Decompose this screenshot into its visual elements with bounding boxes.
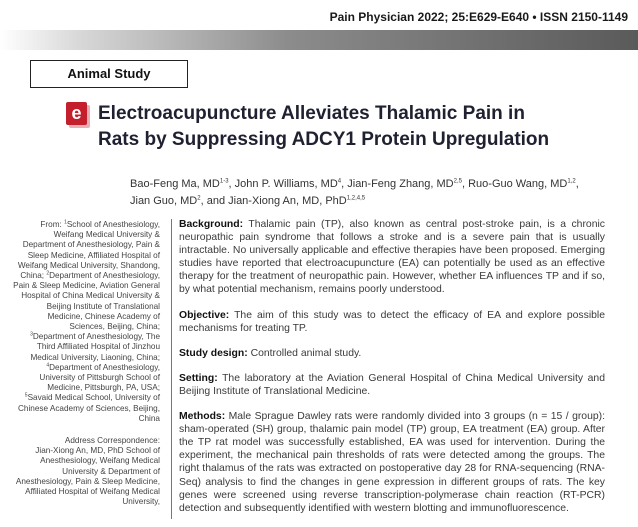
author: Ruo-Guo Wang, MD$^{1,2}$,	[468, 178, 579, 190]
article-title	[98, 101, 628, 153]
author-list	[130, 176, 630, 210]
study-type-label: Animal Study	[30, 60, 188, 88]
author: Bao-Feng Ma, MD$^{1-3}$,	[130, 178, 235, 190]
abstract-setting: Setting: The laboratory at the Aviation General Hospital of China Medical University and Beijing Institute of Translational Medicine.	[179, 372, 605, 397]
abstract-objective: Objective: The aim of this study was to detect the efficacy of EA and explore possible mechanisms for treating TP.	[179, 309, 605, 334]
author: Jian-Feng Zhang, MD$^{2,5}$,	[347, 178, 469, 190]
abstract	[179, 218, 605, 527]
affiliations-column	[10, 220, 160, 507]
address-correspondence-heading: Address Correspondence:	[64, 436, 160, 446]
header-gradient-bar	[0, 30, 638, 50]
author: Jian-Xiong An, MD, PhD$^{1,2,4,5}$	[228, 195, 366, 207]
title-line-2: Rats by Suppressing ADCY1 Protein Upregulation	[98, 129, 550, 150]
title-line-1: Electroacupuncture Alleviates Thalamic Pain in	[98, 103, 525, 124]
column-divider	[171, 219, 172, 519]
address-correspondence-text: Jian-Xiong An, MD, PhD School of Anesthesiology, Weifang Medical University & Department of Anesthesiology, Pain & Sleep Medicine, Affiliated Hospital of Weifang Medical University,	[15, 446, 160, 507]
affiliation-list: From: $^1$School of Anesthesiology, Weifang Medical University & Department of Anesthesiology, Pain & Sleep Medicine, Affiliated Hospital of Weifang Medical University, Shandong, China; $^2$Department of Anesthesiology, Pain & Sleep Medicine, Aviation General Hospital of China Medical University & Beijing Institute of Translational Medicine, Chinese Academy of Sciences, Beijing, China; $^3$Department of Anesthesiology, The Third Affiliated Hospital of Jinzhou Medical University, Liaoning, China; $^4$Department of Anesthesiology, University of Pittsburgh School of Medicine, Pittsburgh, PA, USA; $^5$Savaid Medical School, University of Chinese Academy of Sciences, Beijing, China	[13, 219, 160, 423]
abstract-study-design: Study design: Controlled animal study.	[179, 347, 362, 359]
author: Jian Guo, $MD^2$, and	[130, 195, 229, 207]
abstract-background: Background: Thalamic pain (TP), also known as central post-stroke pain, is a chronic neuropathic pain syndrome that follows a stroke and is a severe pain that is usually intractable. No universally applicable and effective therapies have been proposed. Emerging studies have reported that electroacupuncture (EA) can potentially be used as an effective therapy for the treatment of neuropathic pain. However, whether EA influences TP and if so, by what potential mechanism, remains poorly understood.	[179, 219, 605, 296]
journal-citation: Pain Physician 2022; 25:E629-E640 • ISSN 2150-1149	[329, 10, 628, 24]
abstract-methods: Methods: Male Sprague Dawley rats were randomly divided into 3 groups (n = 15 / group): sham-operated (SH) group, thalamic pain model (TP) group, EA treatment (EA) group. After the TP rat model was successfully established, EA was used for intervention. During the experiment, the mechanical pain thresholds of rats were detected among the groups. The right thalamus of the rats was extracted on postoperative day 28 for RNA-sequencing (RNA-Seq) analysis to find the changes in gene expression in different groups of rats. The key genes were screened using reverse transcription-polymerase chain reaction (RT-PCR) detection and subsequently identified with western blotting and immunofluorescence.	[179, 411, 605, 514]
e-publication-icon: e	[66, 102, 87, 125]
author: John P. Williams, $MD^4$,	[234, 178, 348, 190]
